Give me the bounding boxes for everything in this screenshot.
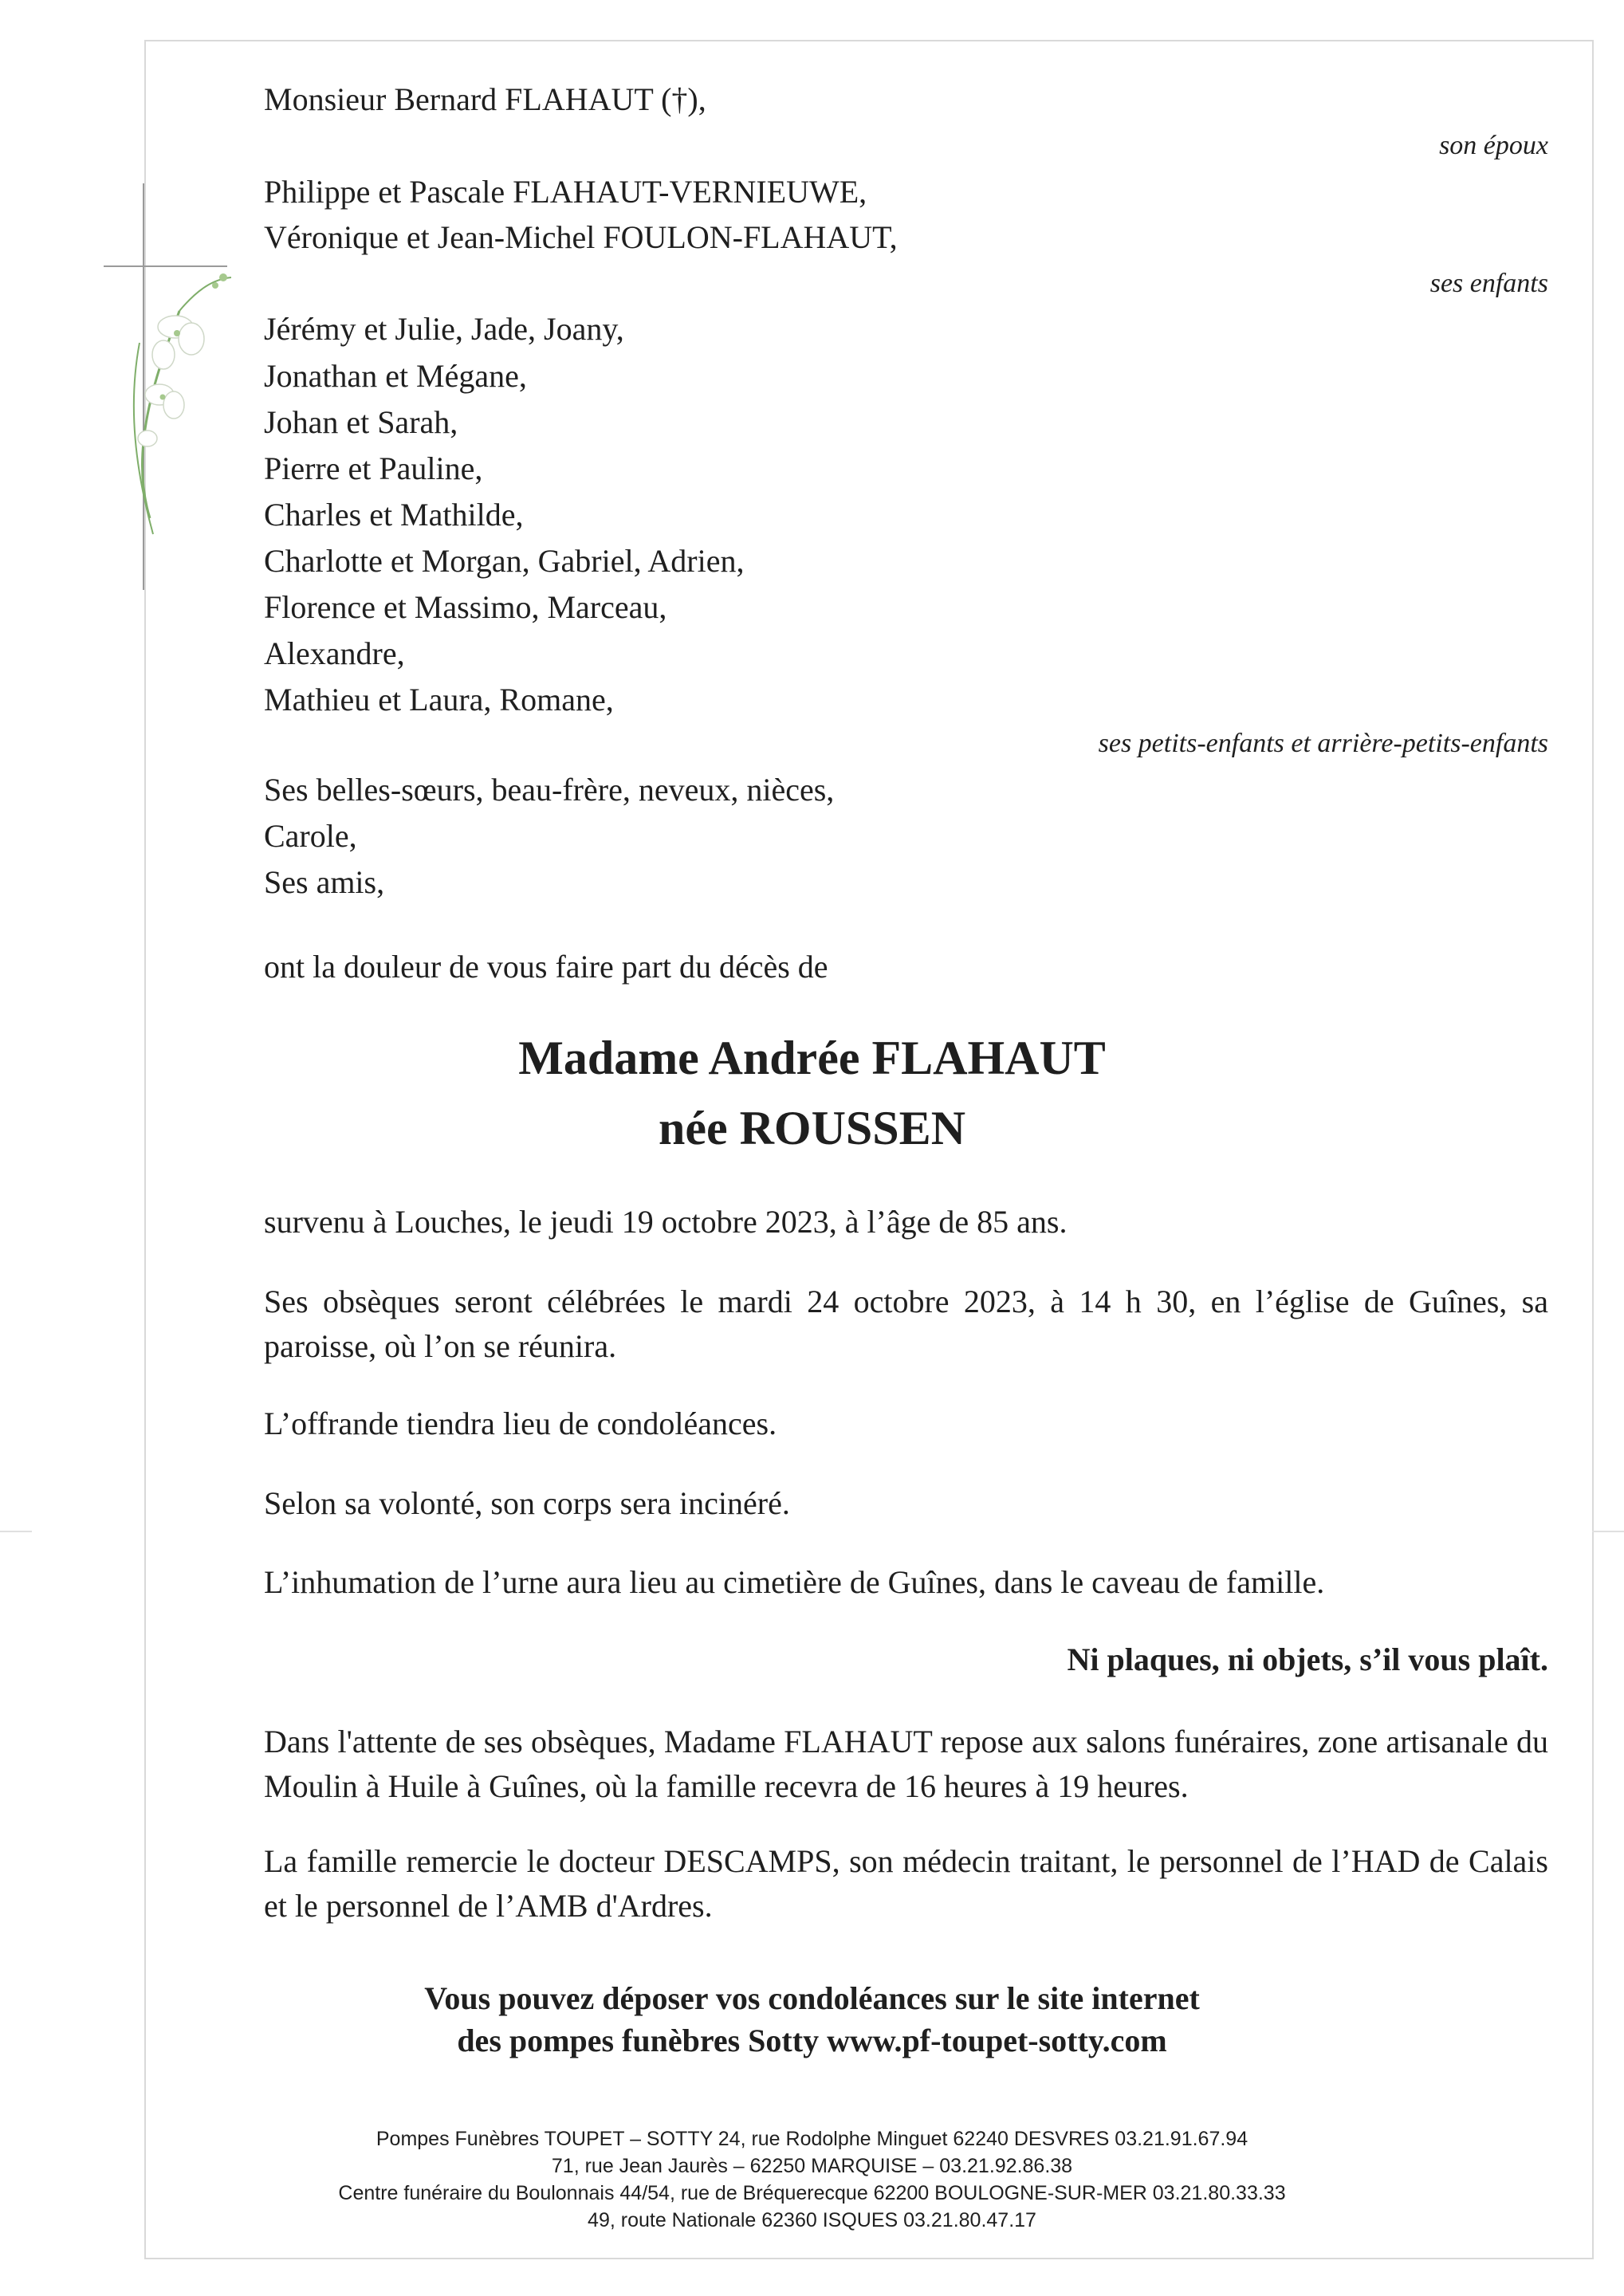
- cremation-paragraph: Selon sa volonté, son corps sera incinéré.: [264, 1485, 790, 1521]
- grandchild-line: Alexandre,: [264, 635, 405, 671]
- footer-address-line: Centre funéraire du Boulonnais 44/54, rue de Bréquerecque 62200 BOULOGNE-SUR-MER 03.21.80.33.33: [338, 2182, 1286, 2204]
- relatives-line: Carole,: [264, 818, 357, 854]
- deceased-name: Madame Andrée FLAHAUT: [518, 1032, 1106, 1084]
- rest-paragraph: Dans l'attente de ses obsèques, Madame FLAHAUT repose aux salons funéraires, zone artisanale du Moulin à Huile à Guînes, où la famille recevra de 16 heures à 19 heures.: [264, 1724, 1548, 1804]
- grandchild-line: Jonathan et Mégane,: [264, 358, 527, 394]
- fold-mark-right: [1592, 1531, 1624, 1532]
- grandchildren-role: ses petits-enfants et arrière-petits-enfants: [1098, 729, 1548, 758]
- spouse-name: Monsieur Bernard FLAHAUT (†),: [264, 81, 706, 117]
- cross-with-white-orchid-icon: [104, 183, 231, 598]
- no-flowers-notice: Ni plaques, ni objets, s’il vous plaît.: [1067, 1641, 1548, 1677]
- thanks-paragraph: La famille remercie le docteur DESCAMPS, son médecin traitant, le personnel de l’HAD de Calais et le personnel de l’AMB d'Ardres.: [264, 1843, 1548, 1924]
- footer-address-line: 49, route Nationale 62360 ISQUES 03.21.80.47.17: [588, 2209, 1036, 2231]
- grandchild-line: Jérémy et Julie, Jade, Joany,: [264, 311, 624, 347]
- children-role: ses enfants: [1429, 269, 1548, 298]
- grandchild-line: Pierre et Pauline,: [264, 450, 483, 486]
- grandchild-line: Charlotte et Morgan, Gabriel, Adrien,: [264, 543, 745, 579]
- footer-address-line: Pompes Funèbres TOUPET – SOTTY 24, rue Rodolphe Minguet 62240 DESVRES 03.21.91.67.94: [376, 2128, 1248, 2150]
- fold-mark-left: [0, 1531, 32, 1532]
- child-line: Véronique et Jean-Michel FOULON-FLAHAUT,: [264, 219, 898, 255]
- funeral-paragraph: Ses obsèques seront célébrées le mardi 24 octobre 2023, à 14 h 30, en l’église de Guînes, sa paroisse, où l’on se réunira.: [264, 1284, 1548, 1364]
- offering-paragraph: L’offrande tiendra lieu de condoléances.: [264, 1406, 777, 1441]
- footer-address-line: 71, rue Jean Jaurès – 62250 MARQUISE – 03.21.92.86.38: [551, 2155, 1073, 2177]
- grandchild-line: Mathieu et Laura, Romane,: [264, 682, 614, 718]
- condolences-line-1: Vous pouvez déposer vos condoléances sur le site internet: [424, 1980, 1200, 2016]
- condolences-line-2: des pompes funèbres Sotty www.pf-toupet-sotty.com: [457, 2023, 1167, 2058]
- grandchild-line: Florence et Massimo, Marceau,: [264, 589, 667, 625]
- burial-paragraph: L’inhumation de l’urne aura lieu au cimetière de Guînes, dans le caveau de famille.: [264, 1564, 1325, 1600]
- spouse-role: son époux: [1439, 131, 1548, 160]
- relatives-line: Ses belles-sœurs, beau-frère, neveux, nièces,: [264, 772, 835, 808]
- child-line: Philippe et Pascale FLAHAUT-VERNIEUWE,: [264, 174, 867, 210]
- grandchild-line: Charles et Mathilde,: [264, 497, 524, 533]
- announcement-text: ont la douleur de vous faire part du décès de: [264, 949, 828, 985]
- relatives-line: Ses amis,: [264, 864, 385, 900]
- deceased-maiden-name: née ROUSSEN: [658, 1102, 966, 1154]
- grandchild-line: Johan et Sarah,: [264, 404, 458, 440]
- death-paragraph: survenu à Louches, le jeudi 19 octobre 2023, à l’âge de 85 ans.: [264, 1204, 1068, 1240]
